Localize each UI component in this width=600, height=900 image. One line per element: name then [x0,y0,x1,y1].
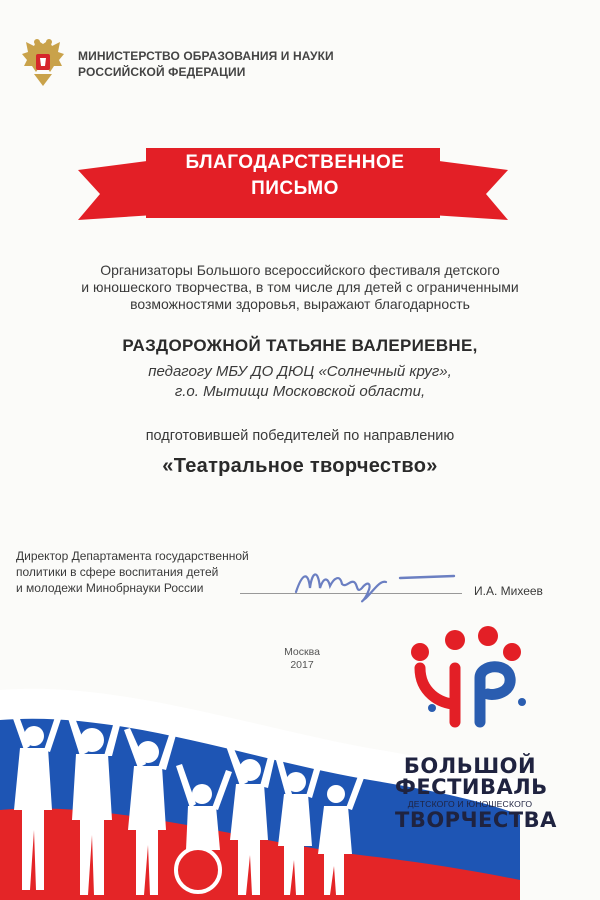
city: Москва [284,646,320,658]
signer-title-line-2: политики в сфере воспитания детей [16,565,219,579]
festival-name [395,754,557,832]
intro-text [30,262,570,313]
certificate-title [145,150,445,202]
intro-line-1: Организаторы Большого всероссийского фестиваля детского [100,262,500,278]
festival-line-2: ФЕСТИВАЛЬ [395,775,548,799]
handwritten-signature [288,558,458,610]
intro-line-2: и юношеского творчества, в том числе для детей с ограниченными [81,279,519,295]
signer-name: И.А. Михеев [474,584,543,598]
recipient-role [0,362,600,402]
signer-title-line-1: Директор Департамента государственной [16,549,249,563]
title-line-1: БЛАГОДАРСТВЕННОЕ [185,152,405,173]
festival-line-4: ТВОРЧЕСТВА [395,808,557,832]
ministry-line-1: МИНИСТЕРСТВО ОБРАЗОВАНИЯ И НАУКИ [78,49,334,63]
eagle-emblem-icon [18,36,68,92]
prepared-text: подготовившей победителей по направлению [145,428,455,444]
year: 2017 [290,659,314,671]
signer-title-line-3: и молодежи Минобрнауки России [16,581,204,595]
award-direction: «Театральное творчество» [162,455,438,477]
festival-line-1: БОЛЬШОЙ [403,754,537,778]
signer-title [16,548,249,596]
festival-logo-icon [400,622,540,732]
role-line-2: г.о. Мытищи Московской области, [174,383,426,400]
children-silhouettes [0,690,370,900]
intro-line-3: возможностями здоровья, выражают благодарность [130,296,470,312]
recipient-name: РАЗДОРОЖНОЙ ТАТЬЯНЕ ВАЛЕРИЕВНЕ, [122,336,478,355]
title-line-2: ПИСЬМО [251,178,339,199]
festival-line-3: ДЕТСКОГО И ЮНОШЕСКОГО [407,799,533,809]
ministry-header [18,36,334,92]
role-line-1: педагогу МБУ ДО ДЮЦ «Солнечный круг», [148,363,452,380]
ministry-name [78,48,334,80]
ministry-line-2: РОССИЙСКОЙ ФЕДЕРАЦИИ [78,65,246,79]
